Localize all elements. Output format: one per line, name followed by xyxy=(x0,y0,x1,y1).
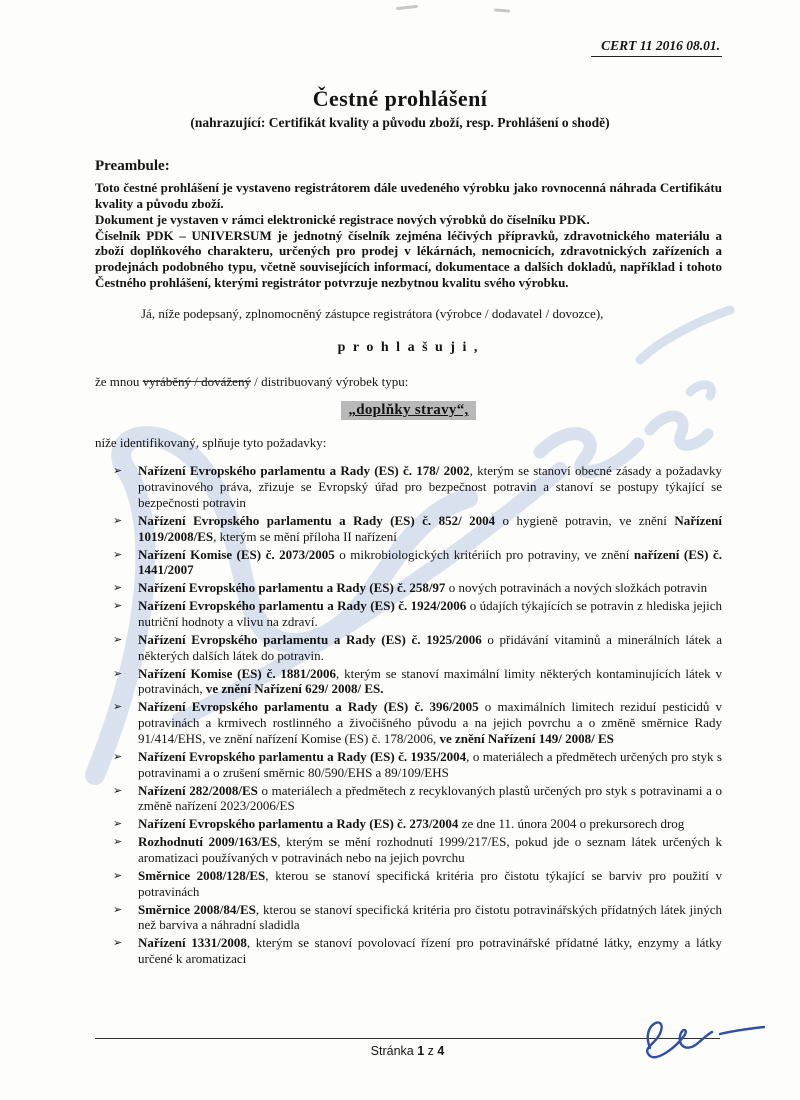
list-item xyxy=(113,935,722,967)
arrow-bullet-icon: ➢ xyxy=(113,784,123,797)
list-item xyxy=(113,816,722,832)
requirements-intro: níže identifikovaný, splňuje tyto požadavky: xyxy=(95,435,327,451)
list-item xyxy=(113,666,722,698)
highlighted-product-name: „doplňky stravy“, xyxy=(341,401,475,420)
preamble-paragraph: Číselník PDK – UNIVERSUM je jednotný číselník zejména léčivých přípravků, zdravotnického materiálu a zboží doplňkového charakteru, určených pro prodej v lékárnách, nemocnicích, zdravotnických zařízeních a prodejnách podobného typu, včetně souvisejících informací, dokumentace a dalších dokladů, například i tohoto Čestného prohlášení, kterými registrátor potvrzuje nezbytnou kvalitu svého výrobku. xyxy=(95,227,722,291)
text-run: o nových potravinách a nových složkách potravin xyxy=(445,580,708,596)
arrow-bullet-icon: ➢ xyxy=(113,514,123,527)
text-run: o údajích týkajících se potravin z hlediska jejich nutriční hodnoty a vlivu na zdraví. xyxy=(138,598,722,629)
list-item xyxy=(113,598,722,630)
text-run: o materiálech a předmětech z recyklovaných plastů určených pro styk s potravinami a o změně nařízení 2023/2006/ES xyxy=(138,782,722,814)
text-run: ze dne 11. února 2004 o prekursorech drog xyxy=(458,816,685,832)
text-run: z xyxy=(424,1044,438,1058)
arrow-bullet-icon: ➢ xyxy=(113,600,123,613)
text-run: nařízení (ES) č. 1441/2007 xyxy=(138,546,722,578)
list-item-text xyxy=(138,935,722,967)
text-run: , kterým se stanoví maximální limity některých kontaminujících látek v potravinách, xyxy=(138,665,723,697)
text-run: Nařízení Evropského parlamentu a Rady (ES) č. 1924/2006 xyxy=(138,598,467,614)
text-run: Nařízení Evropského parlamentu a Rady (ES) č. 396/2005 xyxy=(138,699,479,715)
list-item-text xyxy=(138,749,722,781)
arrow-bullet-icon: ➢ xyxy=(113,548,123,561)
text-run: Nařízení Evropského parlamentu a Rady (ES) č. 1925/2006 xyxy=(138,631,482,647)
text-run: / distribuovaný výrobek typu: xyxy=(250,374,409,390)
list-item-text xyxy=(138,463,722,511)
text-run: o maximálních limitech reziduí pesticidů v potravinách a krmivech rostlinného a živočišného původu a na jejich povrchu a o změně směrnice Rady 91/414/EHS, ve znění nařízení Komise (ES) č. 178/2006, xyxy=(138,699,723,747)
list-item xyxy=(113,783,722,815)
text-run: , kterou se stanoví specifická kritéria pro čistotu potravinářských přídatných látek jiných než barviva a náhradní sladidla xyxy=(138,901,722,933)
text-run: vyráběný / dovážený xyxy=(142,374,251,390)
arrow-bullet-icon: ➢ xyxy=(113,701,123,714)
declaration-intro: Já, níže podepsaný, zplnomocněný zástupce registrátora (výrobce / dodavatel / dovozce), xyxy=(141,306,604,322)
arrow-bullet-icon: ➢ xyxy=(113,465,123,478)
text-run: , kterým se mění příloha II nařízení xyxy=(213,528,397,544)
text-run: Nařízení 282/2008/ES xyxy=(138,782,258,798)
text-run: ve znění Nařízení 149/ 2008/ ES xyxy=(439,731,614,747)
list-item xyxy=(113,699,722,747)
scan-artifact xyxy=(396,5,418,10)
list-item-text xyxy=(138,513,722,545)
list-item-text xyxy=(138,547,722,579)
text-run: Stránka xyxy=(370,1044,418,1058)
scan-artifact xyxy=(494,8,510,12)
preamble-paragraph: Toto čestné prohlášení je vystaveno registrátorem dále uvedeného výrobku jako rovnocenná náhrada Certifikátu kvality a původu zboží. xyxy=(95,180,722,211)
requirements-list xyxy=(113,463,722,967)
text-run: ve znění Nařízení 629/ 2008/ ES. xyxy=(205,681,384,697)
arrow-bullet-icon: ➢ xyxy=(113,750,123,763)
text-run: , o materiálech a předmětech určených pro styk s potravinami a o zrušení směrnic 80/590/EHS a 89/109/EHS xyxy=(138,748,722,780)
preamble-paragraph: Dokument je vystaven v rámci elektronické registrace nových výrobků do číselníku PDK. xyxy=(95,211,590,227)
arrow-bullet-icon: ➢ xyxy=(113,582,123,595)
product-name-row xyxy=(95,401,722,420)
arrow-bullet-icon: ➢ xyxy=(113,836,123,849)
preamble-heading: Preambule: xyxy=(95,158,170,174)
arrow-bullet-icon: ➢ xyxy=(113,903,123,916)
text-run: Nařízení Komise (ES) č. 2073/2005 xyxy=(138,546,335,562)
list-item xyxy=(113,547,722,579)
list-item-text xyxy=(138,816,722,832)
text-run: Směrnice 2008/128/ES xyxy=(138,867,266,883)
arrow-bullet-icon: ➢ xyxy=(113,869,123,882)
page-title: Čestné prohlášení xyxy=(312,86,488,111)
product-type-line xyxy=(95,374,722,390)
text-run: Nařízení 1331/2008 xyxy=(138,935,247,951)
list-item-text xyxy=(138,834,722,866)
text-run: , kterým se mění rozhodnutí 1999/217/ES, pokud jde o seznam látek určených k aromatizaci používaných v potravinách nebo na jejich povrchu xyxy=(138,834,722,866)
list-item-text xyxy=(138,902,722,934)
list-item xyxy=(113,902,722,934)
text-run: o hygieně potravin, ve znění xyxy=(495,512,675,528)
text-run: o přidávání vitaminů a minerálních látek a některých dalších látek do potravin. xyxy=(138,631,723,663)
page-footer xyxy=(95,1038,720,1058)
text-run: Nařízení Komise (ES) č. 1881/2006 xyxy=(138,665,337,681)
list-item xyxy=(113,749,722,781)
text-run: že mnou xyxy=(95,374,143,390)
text-run: Nařízení Evropského parlamentu a Rady (ES) č. 273/2004 xyxy=(138,816,459,832)
text-run: Nařízení Evropského parlamentu a Rady (ES) č. 1935/2004 xyxy=(138,748,467,764)
text-run: Nařízení Evropského parlamentu a Rady (ES) č. 852/ 2004 xyxy=(138,512,496,528)
text-run: 4 xyxy=(437,1044,445,1058)
text-run: , kterým se stanoví obecné zásady a požadavky potravinového práva, zřizuje se Evropský úřad pro bezpečnost potravin a stanoví se postupy týkající se bezpečnosti potravin xyxy=(138,463,723,510)
text-run: Rozhodnutí 2009/163/ES xyxy=(138,834,278,850)
text-run: Nařízení 1019/2008/ES xyxy=(138,512,722,544)
list-item xyxy=(113,632,722,664)
text-run: , kterým se stanoví povolovací řízení pro potravinářské přídatné látky, enzymy a látky určené k aromatizaci xyxy=(138,935,722,967)
list-item xyxy=(113,834,722,866)
list-item-text xyxy=(138,868,722,900)
list-item-text xyxy=(138,580,722,596)
document-body xyxy=(95,158,722,969)
list-item-text xyxy=(138,598,722,630)
list-item-text xyxy=(138,783,722,815)
page-subtitle: (nahrazující: Certifikát kvality a původu zboží, resp. Prohlášení o shodě) xyxy=(190,115,610,130)
text-run: , kterou se stanoví specifická kritéria pro čistotu týkající se barviv pro použití v potravinách xyxy=(138,867,722,899)
list-item-text xyxy=(138,699,722,747)
text-run: 1 xyxy=(417,1044,425,1058)
arrow-bullet-icon: ➢ xyxy=(113,937,123,950)
arrow-bullet-icon: ➢ xyxy=(113,667,123,680)
text-run: Nařízení Evropského parlamentu a Rady (ES) č. 258/97 xyxy=(138,580,446,596)
list-item xyxy=(113,868,722,900)
arrow-bullet-icon: ➢ xyxy=(113,633,123,646)
list-item xyxy=(113,513,722,545)
list-item xyxy=(113,463,722,511)
text-run: Směrnice 2008/84/ES xyxy=(138,901,256,917)
text-run: Nařízení Evropského parlamentu a Rady (ES) č. 178/ 2002 xyxy=(138,463,470,479)
text-run: o mikrobiologických kritériích pro potraviny, ve znění xyxy=(334,546,634,562)
document-reference: CERT 11 2016 08.01. xyxy=(591,38,722,57)
arrow-bullet-icon: ➢ xyxy=(113,818,123,831)
list-item-text xyxy=(138,632,722,664)
declaration-verb: p r o h l a š u j i , xyxy=(337,340,480,356)
list-item-text xyxy=(138,666,722,698)
list-item xyxy=(113,580,722,596)
